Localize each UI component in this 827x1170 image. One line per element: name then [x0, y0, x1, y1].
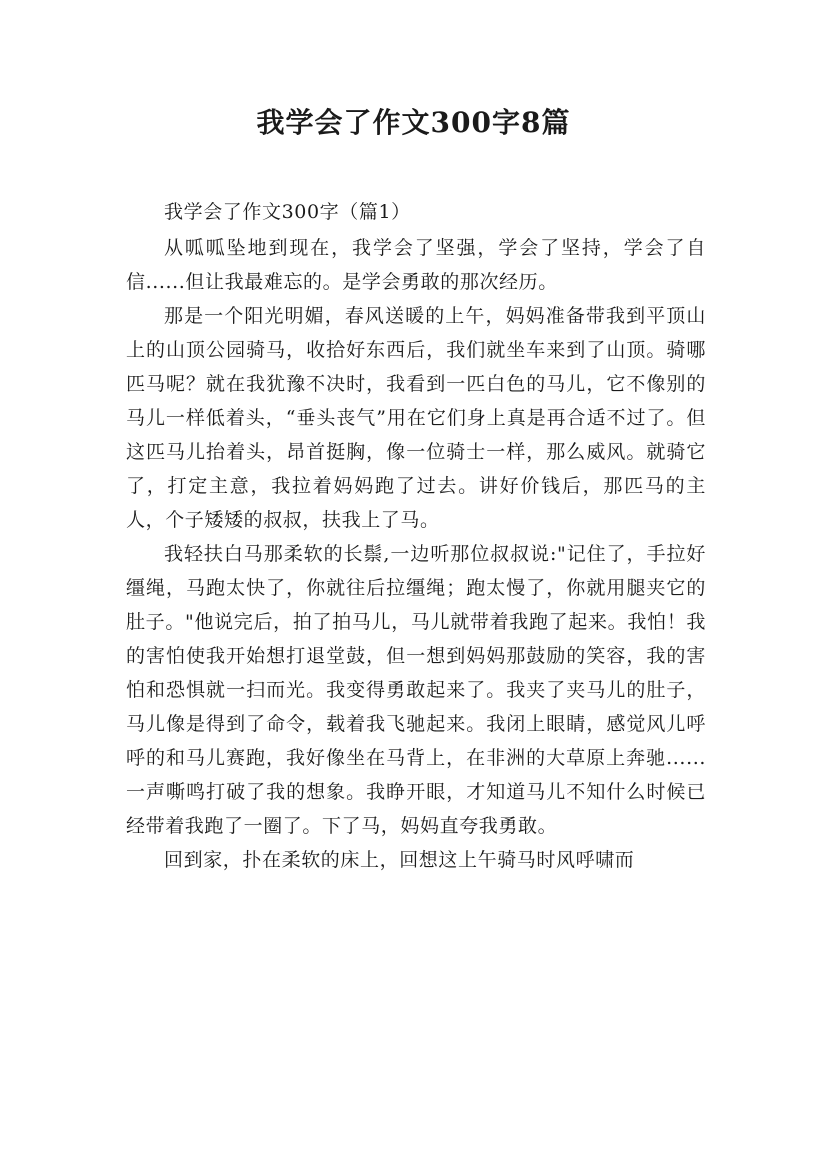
- document-title: 我学会了作文300字8篇: [256, 106, 571, 139]
- paragraph-1: 从呱呱坠地到现在，我学会了坚强，学会了坚持，学会了自信......但让我最难忘的。是学会勇敢的那次经历。: [126, 237, 706, 293]
- section-subheading: 我学会了作文300字（篇1）: [164, 201, 411, 223]
- article-body: [126, 195, 706, 877]
- paragraph-4: 回到家，扑在柔软的床上，回想这上午骑马时风呼啸而: [164, 849, 635, 871]
- paragraph-3: 我轻扶白马那柔软的长鬃,一边听那位叔叔说:"记住了，手拉好缰绳，马跑太快了，你就往后拉缰绳；跑太慢了，你就用腿夹它的肚子。"他说完后，拍了拍马儿，马儿就带着我跑了起来。我怕！我的害怕使我开始想打退堂鼓，但一想到妈妈那鼓励的笑容，我的害怕和恐惧就一扫而光。我变得勇敢起来了。我夹了夹马儿的肚子，马儿像是得到了命令，载着我飞驰起来。我闭上眼睛，感觉风儿呼呼的和马儿赛跑，我好像坐在马背上，在非洲的大草原上奔驰......一声嘶鸣打破了我的想象。我睁开眼，才知道马儿不知什么时候已经带着我跑了一圈了。下了马，妈妈直夸我勇敢。: [126, 543, 706, 837]
- paragraph-2: 那是一个阳光明媚，春风送暖的上午，妈妈准备带我到平顶山上的山顶公园骑马，收拾好东西后，我们就坐车来到了山顶。骑哪匹马呢？就在我犹豫不决时，我看到一匹白色的马儿，它不像别的马儿一样低着头，“垂头丧气”用在它们身上真是再合适不过了。但这匹马儿抬着头，昂首挺胸，像一位骑士一样，那么威风。就骑它了，打定主意，我拉着妈妈跑了过去。讲好价钱后，那匹马的主人，个子矮矮的叔叔，扶我上了马。: [126, 305, 706, 531]
